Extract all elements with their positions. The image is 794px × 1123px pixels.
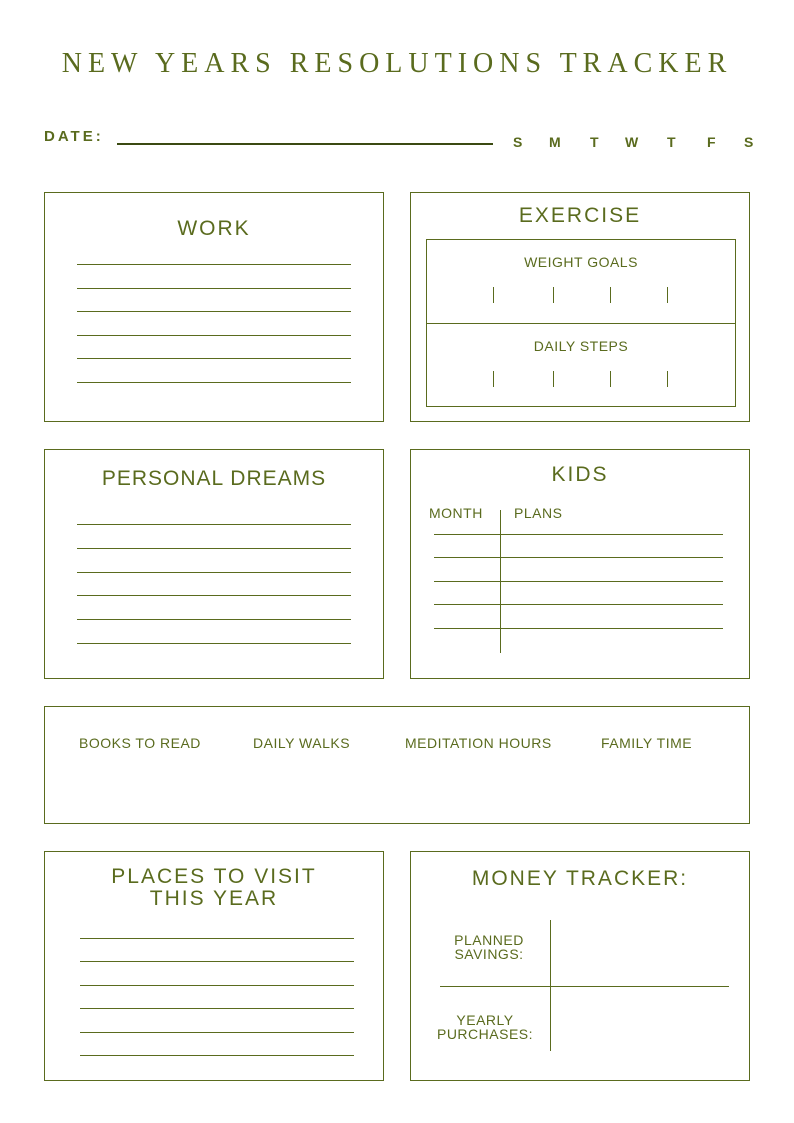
weight-goal-slot[interactable] xyxy=(667,287,668,303)
kids-heading: KIDS xyxy=(551,463,609,486)
work-line[interactable] xyxy=(77,382,351,383)
day-tuesday[interactable]: T xyxy=(590,134,600,150)
dreams-line[interactable] xyxy=(77,524,351,525)
habits-section xyxy=(44,706,750,824)
work-line[interactable] xyxy=(77,358,351,359)
weight-goals-label: WEIGHT GOALS xyxy=(524,254,638,270)
date-label: DATE: xyxy=(44,128,104,145)
money-row-divider xyxy=(440,986,729,987)
personal-dreams-heading: PERSONAL DREAMS xyxy=(101,467,327,490)
planned-savings-value-area[interactable] xyxy=(560,930,730,980)
page-title: NEW YEARS RESOLUTIONS TRACKER xyxy=(61,48,733,79)
dreams-line[interactable] xyxy=(77,619,351,620)
kids-row-line[interactable] xyxy=(434,604,723,605)
yearly-purchases-line2: PURCHASES: xyxy=(436,1026,534,1042)
work-line[interactable] xyxy=(77,335,351,336)
places-line[interactable] xyxy=(80,1032,354,1033)
daily-steps-label: DAILY STEPS xyxy=(533,338,629,354)
places-line[interactable] xyxy=(80,938,354,939)
day-saturday[interactable]: S xyxy=(744,134,755,150)
yearly-purchases-line1: YEARLY xyxy=(456,1012,514,1028)
exercise-divider xyxy=(426,323,736,324)
day-wednesday[interactable]: W xyxy=(625,134,640,150)
day-friday[interactable]: F xyxy=(707,134,717,150)
money-tracker-heading: MONEY TRACKER: xyxy=(471,867,689,890)
work-line[interactable] xyxy=(77,311,351,312)
places-heading-line2: THIS YEAR xyxy=(149,887,279,910)
planned-savings-line2: SAVINGS: xyxy=(454,946,524,962)
habit-meditation-hours[interactable]: MEDITATION HOURS xyxy=(405,735,552,751)
kids-row-line[interactable] xyxy=(434,628,723,629)
work-heading: WORK xyxy=(177,217,251,240)
places-line[interactable] xyxy=(80,1008,354,1009)
day-monday[interactable]: M xyxy=(549,134,562,150)
kids-plans-label: PLANS xyxy=(514,505,563,521)
day-sunday[interactable]: S xyxy=(513,134,524,150)
daily-steps-slot[interactable] xyxy=(553,371,554,387)
planned-savings-line1: PLANNED xyxy=(454,932,524,948)
habit-family-time[interactable]: FAMILY TIME xyxy=(601,735,693,751)
day-thursday[interactable]: T xyxy=(667,134,677,150)
kids-row-line[interactable] xyxy=(434,534,723,535)
habit-daily-walks[interactable]: DAILY WALKS xyxy=(253,735,351,751)
places-heading-line1: PLACES TO VISIT xyxy=(111,865,317,888)
work-line[interactable] xyxy=(77,264,351,265)
kids-row-line[interactable] xyxy=(434,557,723,558)
date-input-line[interactable] xyxy=(117,143,493,145)
daily-steps-slot[interactable] xyxy=(493,371,494,387)
dreams-line[interactable] xyxy=(77,643,351,644)
planned-savings-label xyxy=(430,933,548,961)
dreams-line[interactable] xyxy=(77,548,351,549)
places-line[interactable] xyxy=(80,961,354,962)
daily-steps-slot[interactable] xyxy=(667,371,668,387)
places-line[interactable] xyxy=(80,1055,354,1056)
exercise-heading: EXERCISE xyxy=(518,204,642,227)
habit-books-to-read[interactable]: BOOKS TO READ xyxy=(79,735,201,751)
yearly-purchases-value-area[interactable] xyxy=(560,995,730,1045)
weight-goal-slot[interactable] xyxy=(553,287,554,303)
work-line[interactable] xyxy=(77,288,351,289)
weight-goal-slot[interactable] xyxy=(493,287,494,303)
dreams-line[interactable] xyxy=(77,572,351,573)
daily-steps-slot[interactable] xyxy=(610,371,611,387)
places-heading xyxy=(44,866,384,910)
weight-goal-slot[interactable] xyxy=(610,287,611,303)
kids-row-line[interactable] xyxy=(434,581,723,582)
places-line[interactable] xyxy=(80,985,354,986)
kids-month-label: MONTH xyxy=(429,505,483,521)
dreams-line[interactable] xyxy=(77,595,351,596)
yearly-purchases-label xyxy=(426,1013,544,1041)
